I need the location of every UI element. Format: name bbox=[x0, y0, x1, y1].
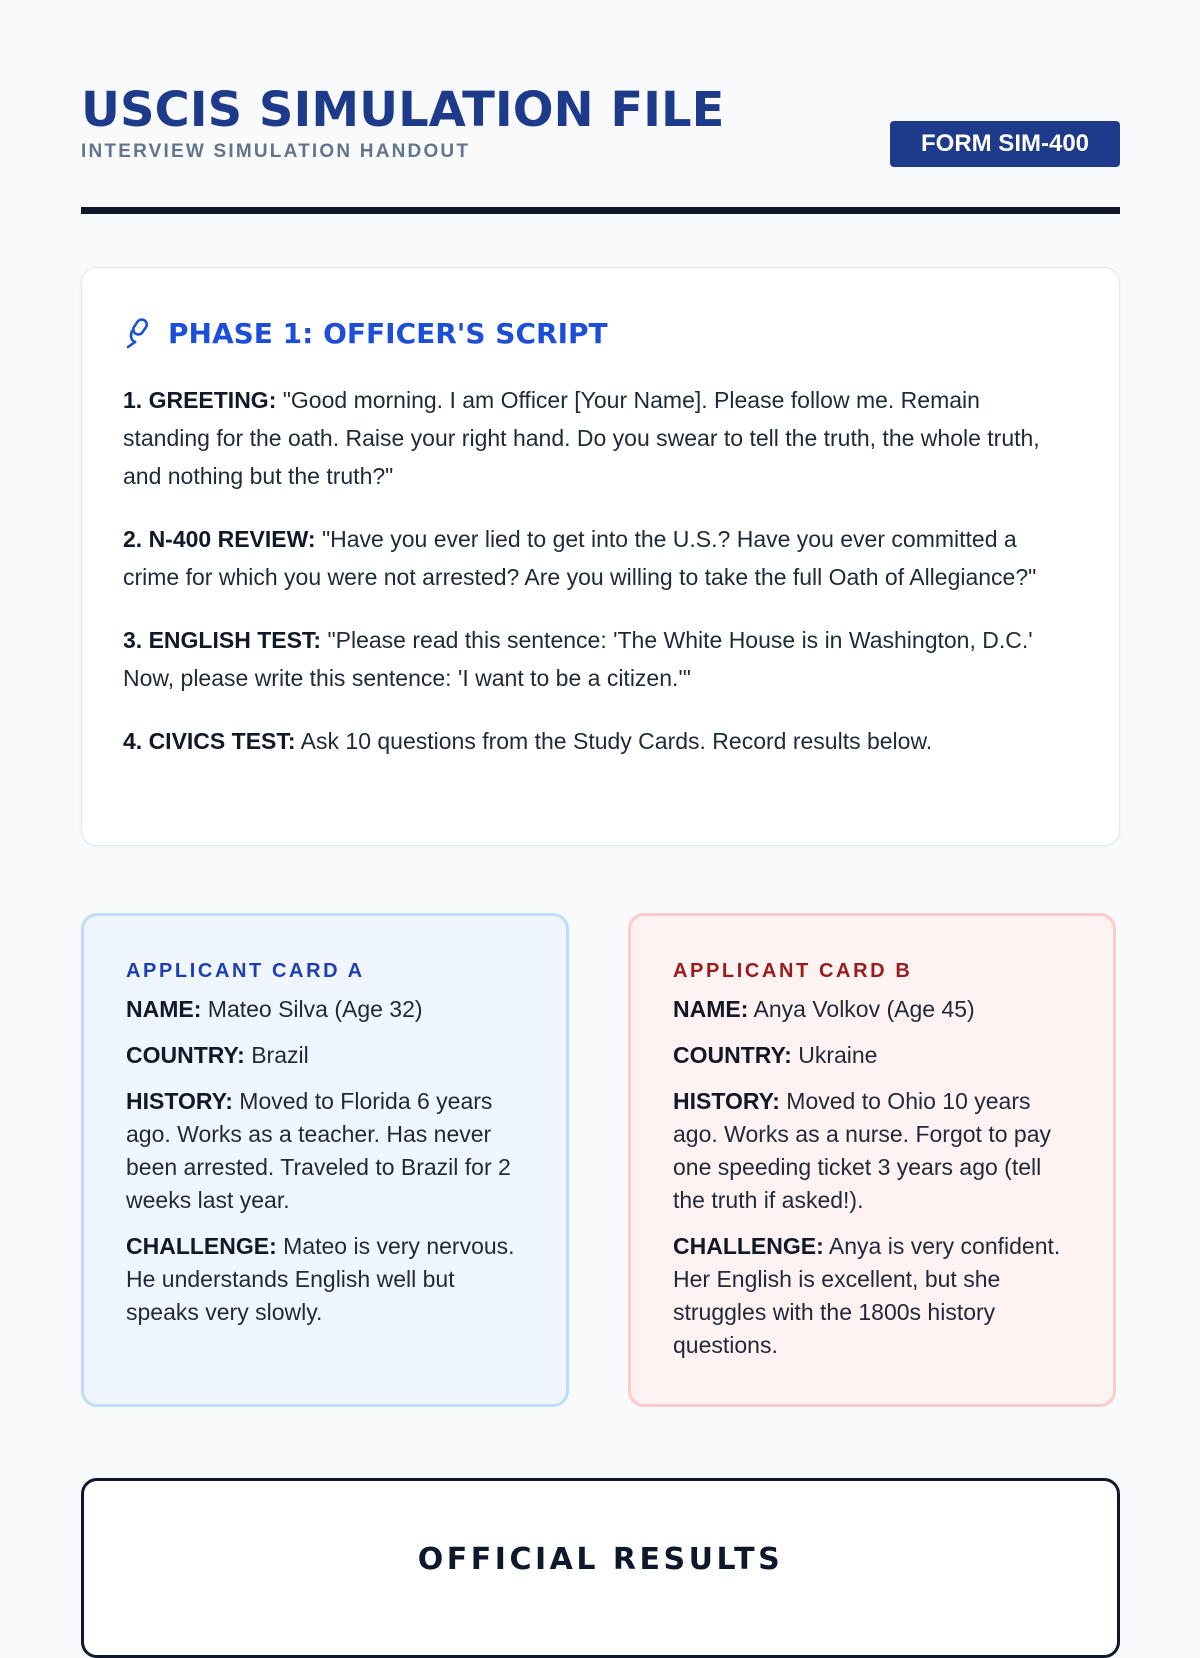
header-divider bbox=[81, 207, 1120, 214]
step-text: "Have you ever lied to get into the U.S.? Have you ever committed a crime for which you were not arrested? Are you willing to take the full Oath of Allegiance?" bbox=[123, 526, 1037, 590]
step-label: 1. GREETING: bbox=[123, 387, 277, 413]
script-header bbox=[123, 313, 608, 353]
script-step-civics-test bbox=[123, 722, 1073, 760]
field-label: CHALLENGE: bbox=[126, 1233, 277, 1259]
step-text: "Please read this sentence: 'The White House is in Washington, D.C.' Now, please write this sentence: 'I want to be a citizen.'" bbox=[123, 627, 1033, 691]
applicant-history bbox=[673, 1085, 1071, 1217]
field-value: Moved to Florida 6 years ago. Works as a teacher. Has never been arrested. Traveled to Brazil for 2 weeks last year. bbox=[126, 1088, 511, 1213]
applicant-country bbox=[673, 1039, 1071, 1072]
field-label: HISTORY: bbox=[673, 1088, 780, 1114]
field-value: Anya is very confident. Her English is excellent, but she struggles with the 1800s history questions. bbox=[673, 1233, 1061, 1358]
script-step-english-test bbox=[123, 621, 1073, 697]
field-value: Anya Volkov (Age 45) bbox=[748, 996, 975, 1022]
script-step-n400-review bbox=[123, 520, 1073, 596]
applicant-name bbox=[673, 993, 1071, 1026]
field-label: NAME: bbox=[126, 996, 202, 1022]
field-label: COUNTRY: bbox=[126, 1042, 245, 1068]
field-label: COUNTRY: bbox=[673, 1042, 792, 1068]
script-steps bbox=[123, 381, 1073, 785]
script-title: PHASE 1: OFFICER'S SCRIPT bbox=[168, 316, 608, 350]
applicant-challenge bbox=[673, 1230, 1071, 1362]
officer-script-card bbox=[81, 267, 1120, 846]
field-value: Mateo is very nervous. He understands English well but speaks very slowly. bbox=[126, 1233, 515, 1325]
field-value: Ukraine bbox=[791, 1042, 878, 1068]
applicant-card-label: APPLICANT CARD B bbox=[673, 960, 913, 982]
applicant-card-a bbox=[81, 913, 569, 1407]
form-badge: FORM SIM-400 bbox=[890, 121, 1120, 167]
page-subtitle: INTERVIEW SIMULATION HANDOUT bbox=[81, 141, 471, 162]
header bbox=[81, 80, 1120, 214]
step-label: 2. N-400 REVIEW: bbox=[123, 526, 316, 552]
applicant-history bbox=[126, 1085, 524, 1217]
results-title: OFFICIAL RESULTS bbox=[417, 1542, 784, 1577]
applicant-card-b bbox=[628, 913, 1116, 1407]
field-label: HISTORY: bbox=[126, 1088, 233, 1114]
field-label: NAME: bbox=[673, 996, 749, 1022]
field-value: Brazil bbox=[244, 1042, 309, 1068]
page-title: USCIS SIMULATION FILE bbox=[81, 82, 725, 138]
applicant-card-label: APPLICANT CARD A bbox=[126, 960, 365, 982]
applicant-name bbox=[126, 993, 524, 1026]
applicant-challenge bbox=[126, 1230, 524, 1329]
script-step-greeting bbox=[123, 381, 1073, 495]
applicant-country bbox=[126, 1039, 524, 1072]
step-text: Ask 10 questions from the Study Cards. Record results below. bbox=[295, 728, 933, 754]
field-value: Moved to Ohio 10 years ago. Works as a nurse. Forgot to pay one speeding ticket 3 years ago (tell the truth if asked!). bbox=[673, 1088, 1051, 1213]
field-value: Mateo Silva (Age 32) bbox=[201, 996, 423, 1022]
official-results-section bbox=[81, 1478, 1120, 1658]
step-text: "Good morning. I am Officer [Your Name]. Please follow me. Remain standing for the oath. Raise your right hand. Do you swear to tell the truth, the whole truth, and nothing but the truth?" bbox=[123, 387, 1040, 489]
step-label: 3. ENGLISH TEST: bbox=[123, 627, 322, 653]
field-label: CHALLENGE: bbox=[673, 1233, 824, 1259]
step-label: 4. CIVICS TEST: bbox=[123, 728, 296, 754]
microphone-icon bbox=[123, 317, 151, 349]
